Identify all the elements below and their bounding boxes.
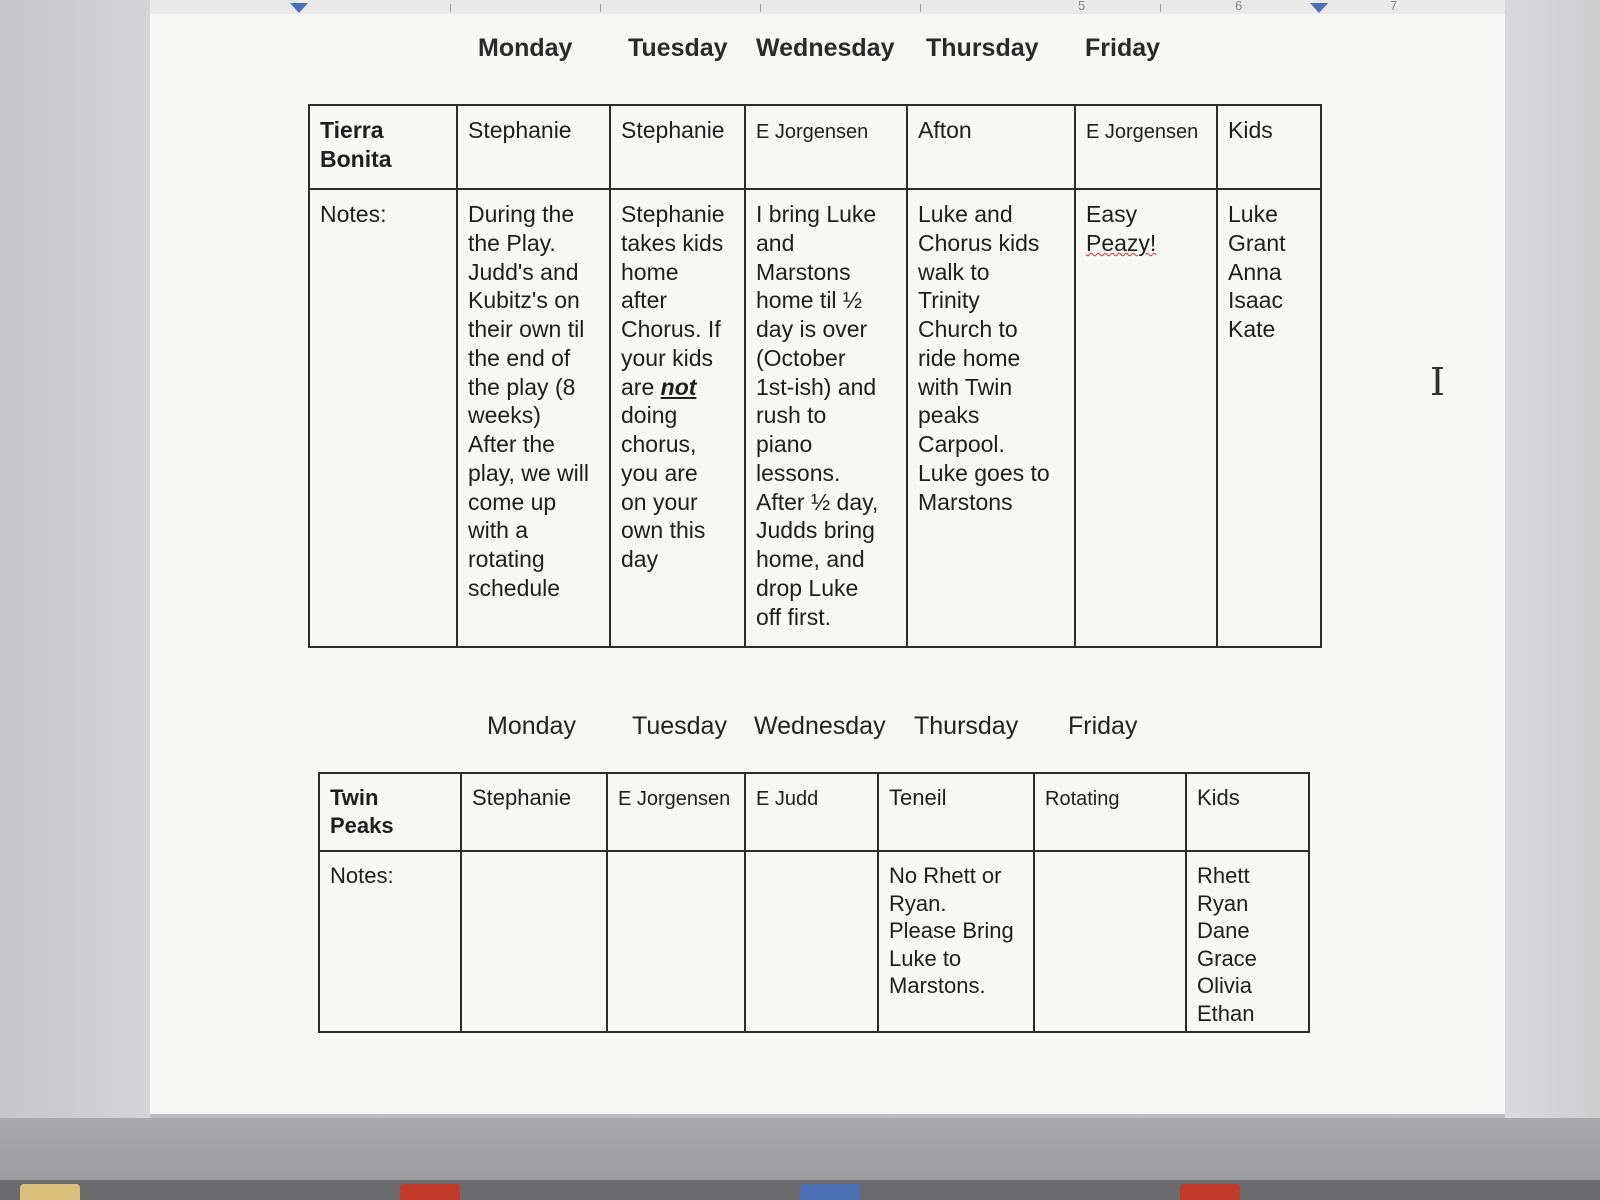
- kids-list-cell[interactable]: [1217, 189, 1321, 647]
- wednesday-driver: E Jorgensen: [756, 121, 869, 143]
- ruler-tick: [1160, 4, 1161, 12]
- tuesday-driver: Stephanie: [621, 117, 725, 143]
- tuesday-driver-cell[interactable]: [610, 105, 745, 189]
- monday-notes-cell[interactable]: [461, 851, 607, 1032]
- monday-notes: During the the Play. Judd's and Kubitz's on their own til the end of the play (8 weeks) After the play, we will come up with a rotating schedule: [468, 201, 589, 601]
- monday-driver-cell[interactable]: [461, 773, 607, 851]
- wednesday-notes-cell[interactable]: [745, 189, 907, 647]
- ruler-number: 7: [1390, 0, 1398, 13]
- kids-header-cell[interactable]: [1217, 105, 1321, 189]
- tuesday-driver-cell[interactable]: [607, 773, 745, 851]
- ruler-tick: [920, 4, 921, 12]
- thursday-notes: No Rhett or Ryan. Please Bring Luke to Marstons.: [889, 863, 1014, 998]
- wednesday-notes: I bring Luke and Marstons home til ½ day is over (October 1st-ish) and rush to piano lessons. After ½ day, Judds bring home, and drop Luke off first.: [756, 201, 879, 630]
- friday-driver: Rotating: [1045, 788, 1120, 810]
- ruler-number: 6: [1235, 0, 1243, 13]
- screen-bezel: [0, 1118, 1600, 1180]
- weekday-label: Wednesday: [754, 712, 886, 740]
- thursday-driver: Teneil: [889, 785, 947, 810]
- kids-header: Kids: [1228, 117, 1273, 143]
- weekday-label: Thursday: [914, 712, 1019, 740]
- friday-driver-cell[interactable]: [1034, 773, 1186, 851]
- thursday-driver-cell[interactable]: [878, 773, 1034, 851]
- ruler-number: 5: [1078, 0, 1086, 13]
- table-header-row: [309, 105, 1321, 189]
- school-name: Twin Peaks: [330, 785, 394, 838]
- taskbar-app-icon[interactable]: [400, 1184, 460, 1200]
- wednesday-driver-cell[interactable]: [745, 773, 878, 851]
- tierra-bonita-schedule-table: [308, 104, 1322, 648]
- friday-notes-cell[interactable]: [1075, 189, 1217, 647]
- monday-notes-cell[interactable]: [457, 189, 610, 647]
- taskbar-app-icon[interactable]: [1180, 1184, 1240, 1200]
- tuesday-notes-text-end: doing chorus, you are on your own this day: [621, 402, 706, 572]
- weekday-header-row-2: [150, 712, 1505, 752]
- kids-list: Rhett Ryan Dane Grace Olivia Ethan: [1197, 863, 1257, 1026]
- friday-driver-cell[interactable]: [1075, 105, 1217, 189]
- monday-driver: Stephanie: [472, 785, 572, 810]
- thursday-notes: Luke and Chorus kids walk to Trinity Church to ride home with Twin peaks Carpool. Luke goes to Marstons: [918, 201, 1050, 515]
- document-ruler[interactable]: [150, 0, 1505, 15]
- weekday-label: Friday: [1068, 712, 1138, 740]
- weekday-label: Friday: [1085, 34, 1161, 62]
- wednesday-notes-cell[interactable]: [745, 851, 878, 1032]
- friday-driver: E Jorgensen: [1086, 121, 1199, 143]
- document-page[interactable]: [150, 14, 1505, 1114]
- notes-label: Notes:: [330, 863, 394, 888]
- kids-header-cell[interactable]: [1186, 773, 1309, 851]
- wednesday-driver: E Judd: [756, 788, 819, 810]
- monday-driver: Stephanie: [468, 117, 572, 143]
- thursday-notes-cell[interactable]: [878, 851, 1034, 1032]
- tuesday-notes-cell[interactable]: [610, 189, 745, 647]
- table-notes-row: [319, 851, 1309, 1032]
- notes-label-cell: [319, 851, 461, 1032]
- friday-notes: [1086, 200, 1210, 258]
- ruler-right-indent-marker[interactable]: [1310, 3, 1328, 13]
- ruler-tick: [450, 4, 451, 12]
- kids-list: Luke Grant Anna Isaac Kate: [1228, 201, 1286, 342]
- twin-peaks-schedule-table: [318, 772, 1310, 1033]
- desktop-background-left: [0, 0, 150, 1120]
- ruler-tick: [600, 4, 601, 12]
- ruler-left-indent-marker[interactable]: [290, 3, 308, 13]
- weekday-label: Wednesday: [756, 34, 895, 62]
- desktop-background-right: [1505, 0, 1600, 1120]
- school-name: Tierra Bonita: [320, 117, 392, 172]
- thursday-notes-cell[interactable]: [907, 189, 1075, 647]
- weekday-header-row-1: [150, 34, 1505, 74]
- monday-driver-cell[interactable]: [457, 105, 610, 189]
- notes-label-cell: [309, 189, 457, 647]
- school-name-cell: [309, 105, 457, 189]
- friday-notes-misspelled-word[interactable]: Peazy!: [1086, 229, 1157, 256]
- school-name-cell: [319, 773, 461, 851]
- tuesday-notes-cell[interactable]: [607, 851, 745, 1032]
- weekday-label: Monday: [487, 712, 576, 740]
- tuesday-notes: [621, 200, 738, 574]
- weekday-label: Tuesday: [628, 34, 728, 62]
- friday-notes-line: Easy: [1086, 201, 1138, 227]
- kids-list-cell[interactable]: [1186, 851, 1309, 1032]
- ruler-tick: [760, 4, 761, 12]
- text-cursor-icon: Ⅰ: [1430, 360, 1446, 404]
- table-notes-row: [309, 189, 1321, 647]
- kids-header: Kids: [1197, 785, 1240, 810]
- weekday-label: Thursday: [926, 34, 1039, 62]
- tuesday-driver: E Jorgensen: [618, 788, 731, 810]
- tuesday-notes-emphasis: not: [660, 373, 697, 400]
- wednesday-driver-cell[interactable]: [745, 105, 907, 189]
- weekday-label: Monday: [478, 34, 573, 62]
- taskbar-app-icon[interactable]: [800, 1184, 860, 1200]
- weekday-label: Tuesday: [632, 712, 727, 740]
- friday-notes-cell[interactable]: [1034, 851, 1186, 1032]
- taskbar[interactable]: [0, 1180, 1600, 1200]
- thursday-driver: Afton: [918, 117, 972, 143]
- notes-label: Notes:: [320, 201, 387, 227]
- taskbar-app-icon[interactable]: [20, 1184, 80, 1200]
- thursday-driver-cell[interactable]: [907, 105, 1075, 189]
- tuesday-notes-text: Stephanie takes kids home after Chorus. If your kids are: [621, 201, 725, 400]
- table-header-row: [319, 773, 1309, 851]
